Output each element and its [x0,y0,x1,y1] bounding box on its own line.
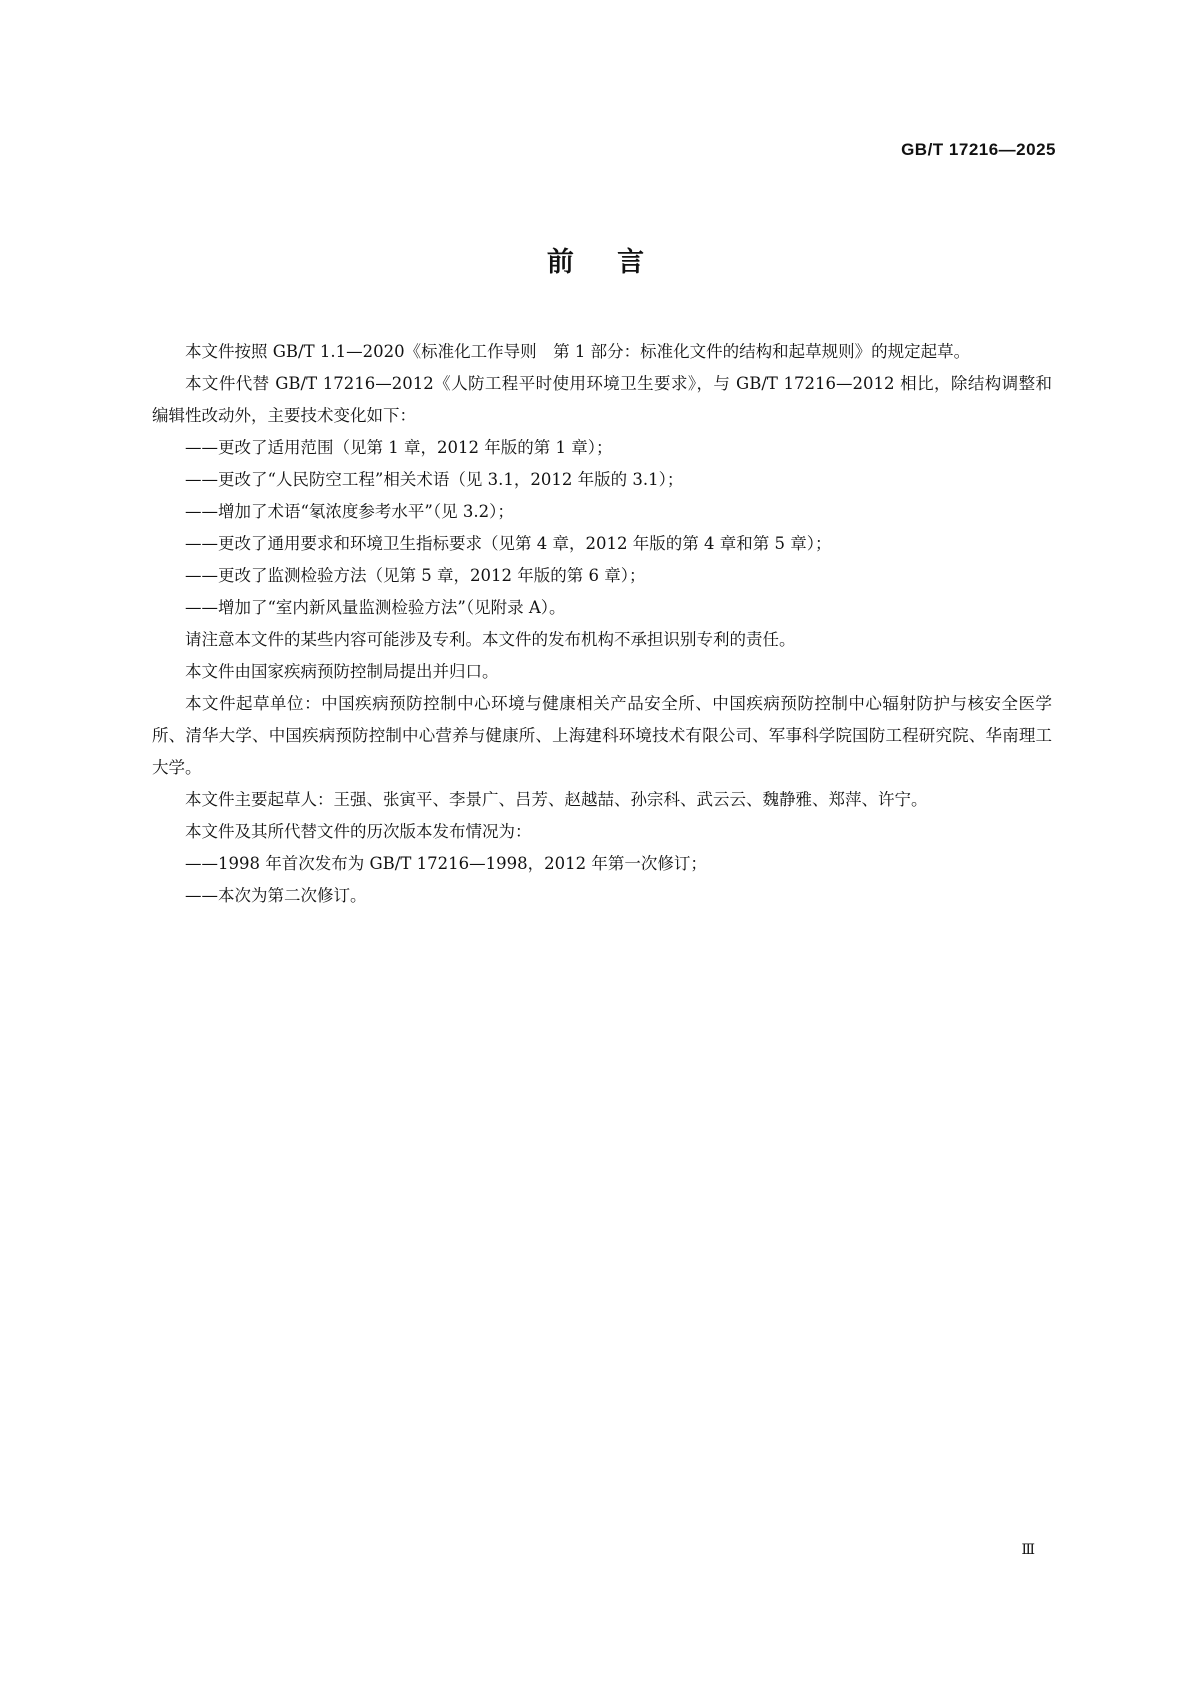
paragraph-history-intro: 本文件及其所代替文件的历次版本发布情况为： [185,822,532,841]
history-item: ——本次为第二次修订。 [185,886,367,905]
preface-body [152,336,1052,912]
standard-code: GB/T 17216—2025 [901,140,1056,159]
paragraph-drafting-rules: 本文件按照 GB/T 1.1—2020《标准化工作导则 第 1 部分：标准化文件的结构和起草规则》的规定起草。 [185,342,971,361]
paragraph-drafters: 本文件主要起草人：王强、张寅平、李景广、吕芳、赵越喆、孙宗科、武云云、魏静雅、郑萍、许宁。 [185,790,928,809]
history-item: ——1998 年首次发布为 GB/T 17216—1998，2012 年第一次修订； [185,854,707,873]
change-item: ——增加了术语“氡浓度参考水平”（见 3.2）； [185,502,514,521]
paragraph-patent-notice: 请注意本文件的某些内容可能涉及专利。本文件的发布机构不承担识别专利的责任。 [185,630,796,649]
paragraph-drafting-units: 本文件起草单位：中国疾病预防控制中心环境与健康相关产品安全所、中国疾病预防控制中心辐射防护与核安全医学所、清华大学、中国疾病预防控制中心营养与健康所、上海建科环境技术有限公司、军事科学院国防工程研究院、华南理工大学。 [152,694,1052,777]
paragraph-proposer: 本文件由国家疾病预防控制局提出并归口。 [185,662,499,681]
page-number: Ⅲ [1021,1542,1035,1558]
paragraph-replaces: 本文件代替 GB/T 17216—2012《人防工程平时使用环境卫生要求》，与 GB/T 17216—2012 相比，除结构调整和编辑性改动外，主要技术变化如下： [152,374,1052,425]
change-item: ——更改了适用范围（见第 1 章，2012 年版的第 1 章）； [185,438,613,457]
change-item: ——更改了“人民防空工程”相关术语（见 3.1，2012 年版的 3.1）； [185,470,684,489]
change-item: ——更改了通用要求和环境卫生指标要求（见第 4 章，2012 年版的第 4 章和第 5 章）； [185,534,832,553]
page-title: 前言 [546,247,688,278]
change-item: ——更改了监测检验方法（见第 5 章，2012 年版的第 6 章）； [185,566,646,585]
change-item: ——增加了“室内新风量监测检验方法”（见附录 A）。 [185,598,566,617]
